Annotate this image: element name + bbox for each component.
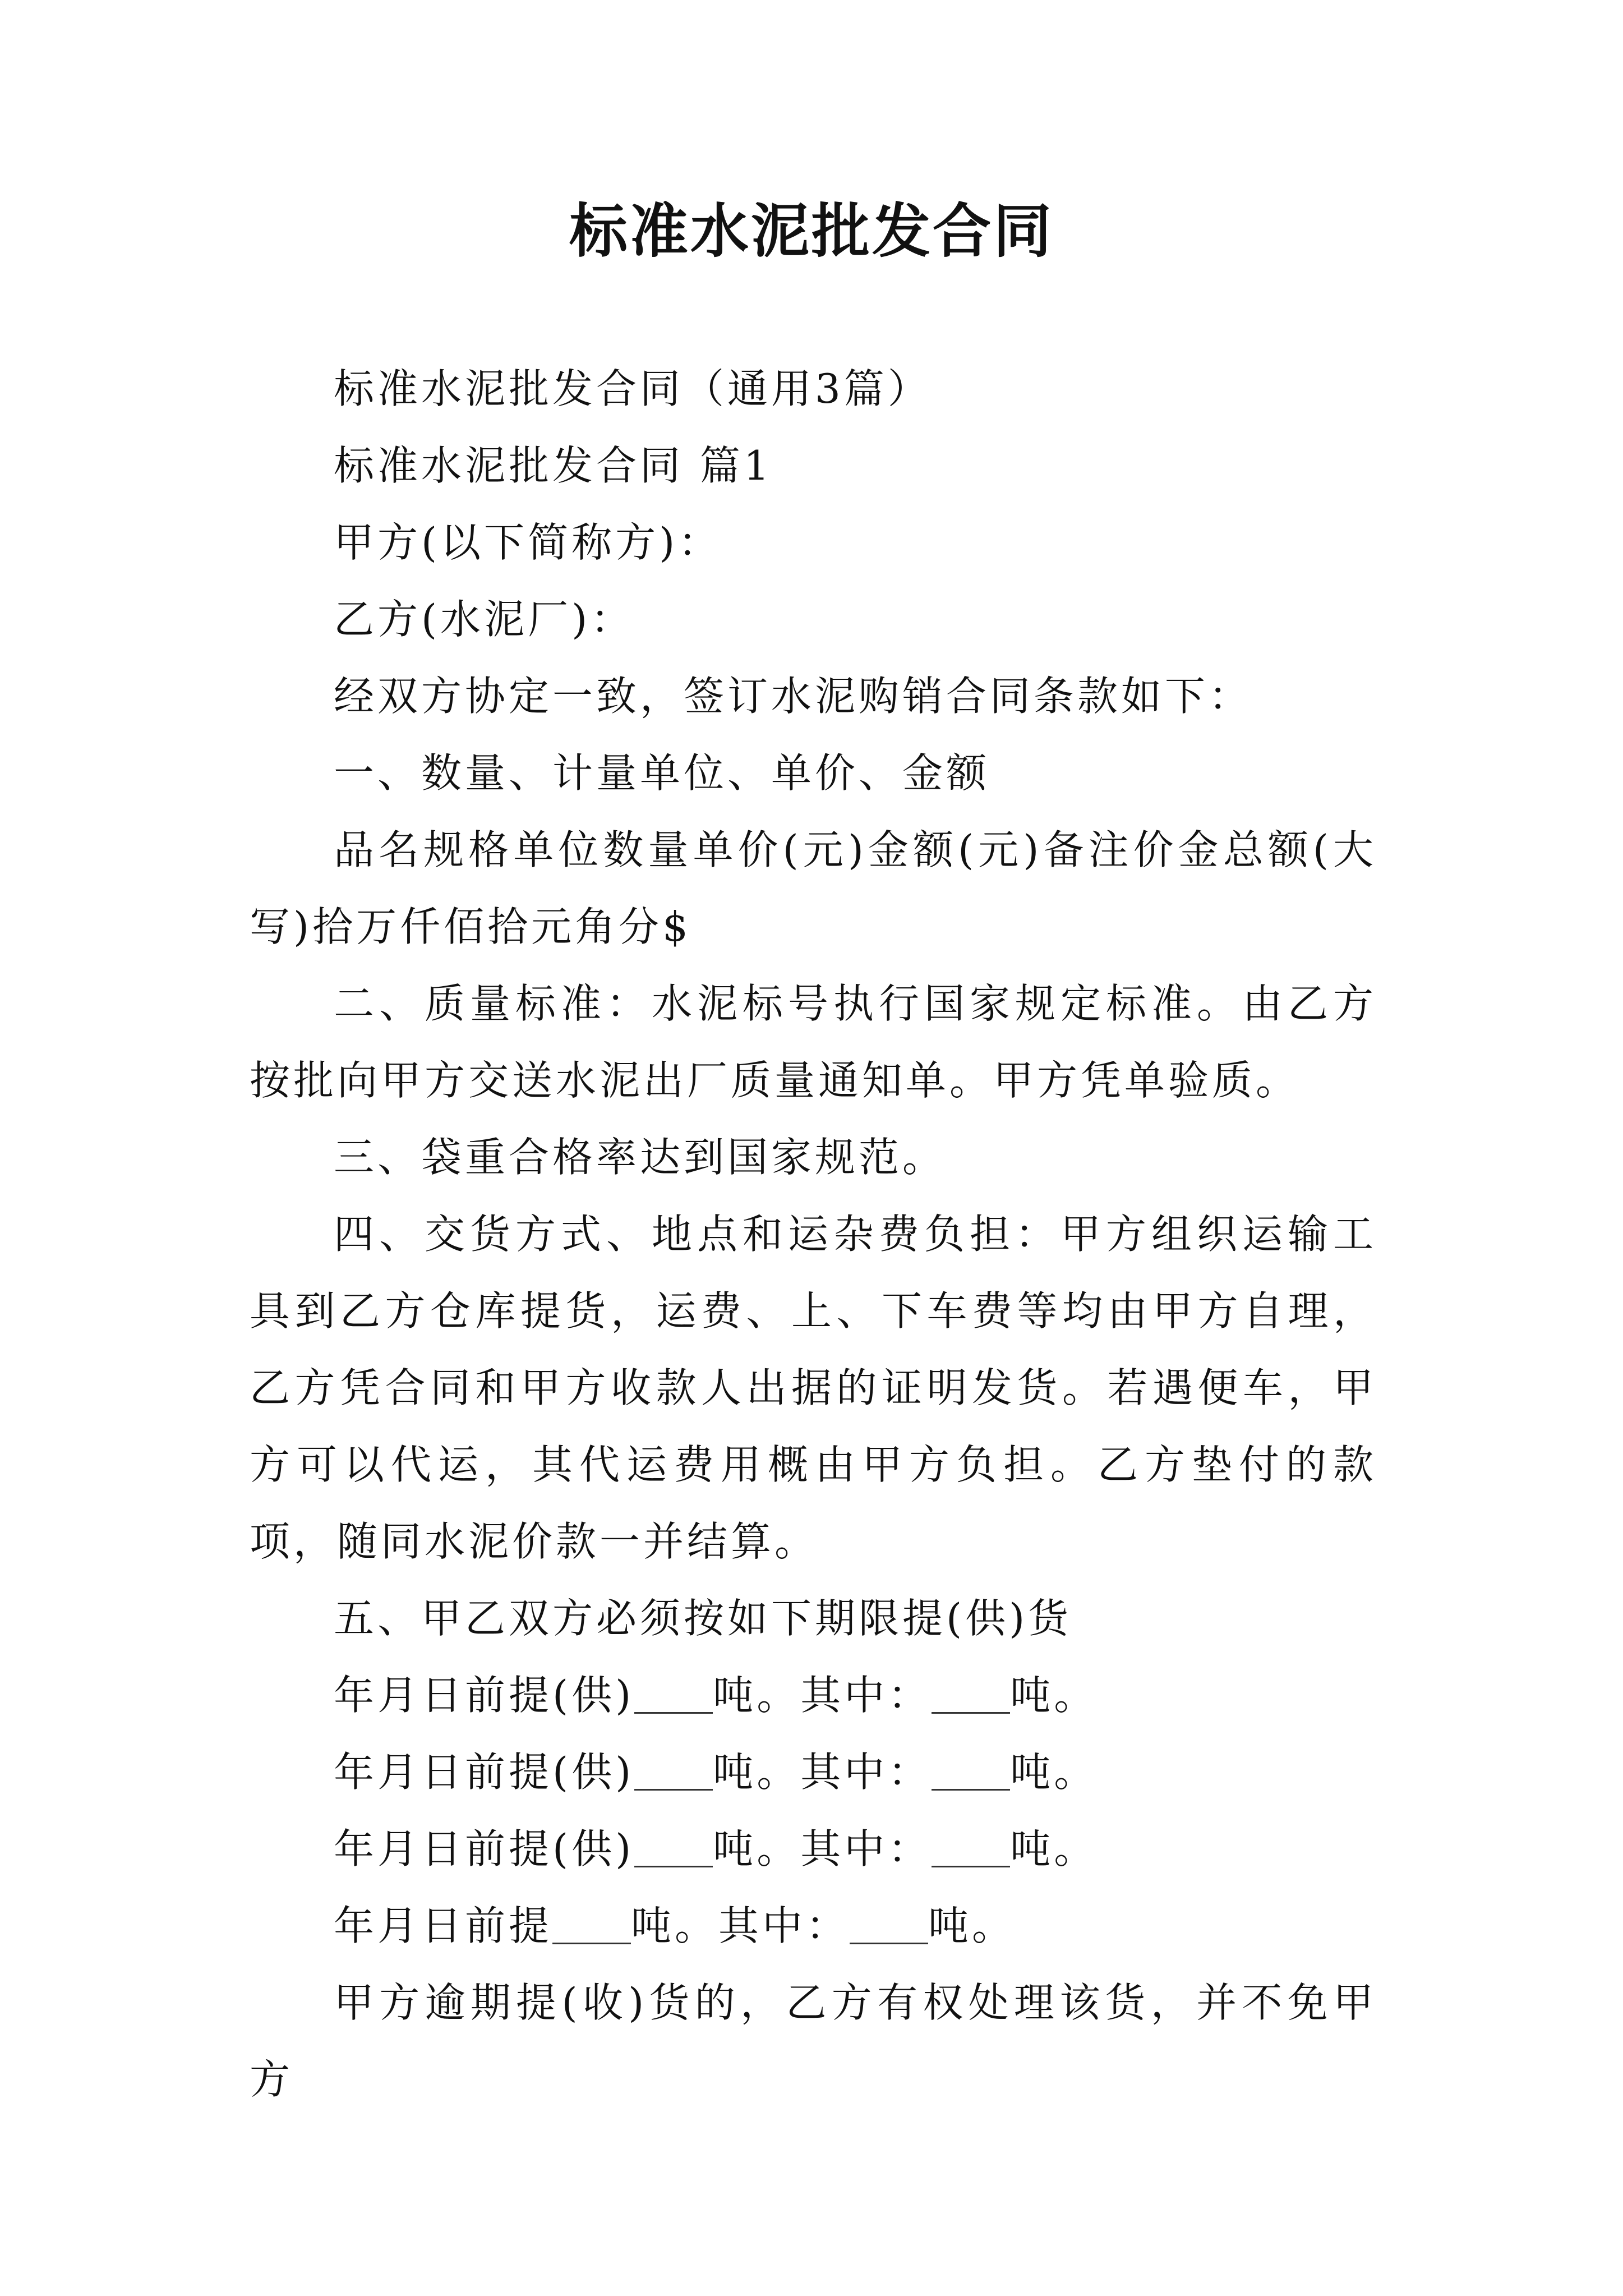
paragraph: 标准水泥批发合同 篇1 — [334, 442, 773, 489]
schedule-line — [250, 1734, 1377, 1811]
paragraph: 二、质量标准：水泥标号执行国家规定标准。由乙方按批向甲方交送水泥出厂质量通知单。甲方凭单验质。 — [250, 980, 1377, 1104]
schedule-line — [250, 1657, 1377, 1734]
paragraph: 甲方(以下简称方)： — [334, 519, 722, 566]
blank-line — [634, 1825, 713, 1867]
paragraph: 四、交货方式、地点和运杂费负担：甲方组织运输工具到乙方仓库提货，运费、上、下车费等均由甲方自理，乙方凭合同和甲方收款人出据的证明发货。若遇便车，甲方可以代运，其代运费用概由甲方负担。乙方垫付的款项，随同水泥价款一并结算。 — [250, 1211, 1377, 1565]
paragraph: 乙方(水泥厂)： — [334, 596, 635, 643]
paragraph: 一、数量、计量单位、单价、金额 — [334, 749, 990, 797]
blank-line — [932, 1672, 1010, 1714]
paragraph: 经双方协定一致，签订水泥购销合同条款如下： — [334, 673, 1253, 720]
blank-line — [552, 1902, 631, 1944]
blank-line — [932, 1749, 1010, 1791]
paragraph: 三、袋重合格率达到国家规范。 — [334, 1134, 947, 1181]
schedule-suffix: 吨。 — [928, 1902, 1016, 1949]
paragraph: 五、甲乙双方必须按如下期限提(供)货 — [334, 1595, 1072, 1642]
schedule-mid: 吨。其中： — [713, 1749, 932, 1796]
schedule-line — [250, 1811, 1377, 1888]
paragraph: 标准水泥批发合同（通用3篇） — [334, 365, 932, 412]
document-body — [250, 351, 1377, 2118]
schedule-prefix: 年月日前提(供) — [334, 1672, 635, 1719]
blank-line — [850, 1902, 928, 1944]
paragraph: 甲方逾期提(收)货的，乙方有权处理该货，并不免甲方 — [250, 1979, 1377, 2103]
schedule-suffix: 吨。 — [1010, 1672, 1098, 1719]
blank-line — [634, 1749, 713, 1791]
blank-line — [932, 1825, 1010, 1867]
paragraph: 品名规格单位数量单价(元)金额(元)备注价金总额(大写)拾万仟佰拾元角分$ — [250, 826, 1377, 950]
schedule-prefix: 年月日前提(供) — [334, 1825, 635, 1872]
schedule-prefix: 年月日前提 — [334, 1902, 553, 1949]
schedule-mid: 吨。其中： — [713, 1825, 932, 1872]
schedule-prefix: 年月日前提(供) — [334, 1749, 635, 1796]
schedule-line — [250, 1888, 1377, 1964]
schedule-suffix: 吨。 — [1010, 1825, 1098, 1872]
blank-line — [634, 1672, 713, 1714]
document-title: 标准水泥批发合同 — [569, 196, 1054, 265]
schedule-mid: 吨。其中： — [713, 1672, 932, 1719]
schedule-suffix: 吨。 — [1010, 1749, 1098, 1796]
schedule-mid: 吨。其中： — [631, 1902, 850, 1949]
